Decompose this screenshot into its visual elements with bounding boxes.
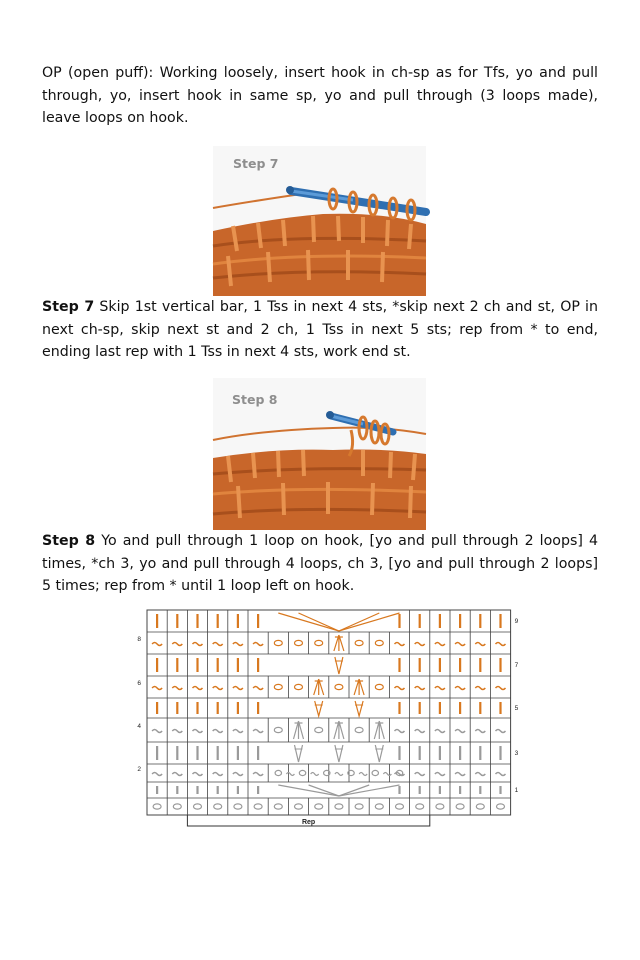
row-number-right: 3 [514, 750, 519, 757]
return-pass-symbol [455, 773, 465, 776]
chain-symbol [315, 804, 323, 809]
chain-symbol [274, 640, 282, 645]
return-pass-symbol [152, 730, 162, 733]
chain-symbol [295, 684, 303, 689]
row-number-left: 8 [137, 636, 141, 643]
chain-symbol [194, 804, 202, 809]
stitch-chart [130, 606, 519, 828]
step8-paragraph [42, 530, 598, 598]
row-number-right: 1 [514, 787, 519, 794]
return-pass-symbol [395, 643, 405, 646]
return-pass-symbol [496, 730, 506, 733]
return-pass-symbol [233, 643, 243, 646]
step7-heading: Step 7 [42, 299, 95, 315]
chain-symbol [436, 804, 444, 809]
chain-symbol [375, 640, 383, 645]
return-pass-symbol [213, 773, 223, 776]
row-number-right: 7 [514, 662, 519, 669]
return-pass-symbol [435, 730, 445, 733]
chain-symbol [315, 640, 323, 645]
return-pass-symbol [172, 687, 182, 690]
return-pass-symbol [496, 773, 506, 776]
return-pass-symbol [435, 773, 445, 776]
chain-symbol [355, 727, 363, 732]
return-pass-symbol [213, 687, 223, 690]
return-pass-symbol [172, 643, 182, 646]
return-pass-symbol [415, 730, 425, 733]
return-pass-symbol [435, 687, 445, 690]
chain-symbol [335, 804, 343, 809]
return-pass-symbol [435, 643, 445, 646]
fan-top-lines [278, 613, 399, 631]
return-pass-symbol [152, 687, 162, 690]
return-pass-symbol [475, 643, 485, 646]
step8-instructions: Yo and pull through 1 loop on hook, [yo and pull through 2 loops] 4 times, *ch 3, yo and pull through 4 loops, ch 3, [yo and pull through 2 loops] 5 times; rep from * until 1 loop left on hook. [42, 533, 598, 594]
return-pass-symbol [172, 773, 182, 776]
open-puff-symbol [315, 701, 323, 716]
return-pass-symbol [415, 687, 425, 690]
return-pass-symbol [233, 730, 243, 733]
return-pass-symbol [253, 687, 263, 690]
op-definition-paragraph: OP (open puff): Working loosely, insert hook in ch-sp as for Tfs, yo and pull through, yo, insert hook in same sp, yo and pull through (3 loops made), leave loops on hook. [42, 65, 598, 126]
return-pass-symbol [415, 643, 425, 646]
open-puff-symbol [355, 701, 363, 716]
chain-symbol [416, 804, 424, 809]
chain-symbol [476, 804, 484, 809]
chain-symbol [375, 684, 383, 689]
return-pass-symbol [213, 730, 223, 733]
return-pass-symbol [213, 643, 223, 646]
chain-symbol [355, 804, 363, 809]
puff-top-symbol [374, 721, 384, 739]
return-pass-symbol [152, 773, 162, 776]
puff-top-symbol [334, 721, 344, 739]
chain-link-symbol [359, 773, 367, 776]
return-pass-symbol [253, 773, 263, 776]
return-pass-symbol [233, 687, 243, 690]
chain-symbol [274, 684, 282, 689]
chain-symbol [299, 770, 305, 775]
chain-symbol [274, 804, 282, 809]
fan-bottom-lines [278, 785, 399, 796]
row-number-left: 2 [137, 766, 141, 773]
chain-symbol [372, 770, 378, 775]
row-number-left: 4 [137, 723, 141, 730]
step7-paragraph [42, 296, 598, 364]
chain-symbol [295, 804, 303, 809]
chain-symbol [275, 770, 281, 775]
return-pass-symbol [253, 730, 263, 733]
chain-symbol [295, 640, 303, 645]
return-pass-symbol [475, 773, 485, 776]
rep-label: Rep [301, 819, 316, 826]
return-pass-symbol [193, 730, 203, 733]
return-pass-symbol [395, 730, 405, 733]
puff-top-symbol [294, 721, 304, 739]
chain-symbol [214, 804, 222, 809]
return-pass-symbol [233, 773, 243, 776]
chain-symbol [355, 640, 363, 645]
fan-bottom-inner-lines [309, 785, 370, 796]
return-pass-symbol [455, 687, 465, 690]
chain-symbol [396, 804, 404, 809]
stitch-chart-row-labels [137, 618, 518, 826]
open-puff-symbol [335, 657, 343, 674]
return-pass-symbol [193, 773, 203, 776]
step8-heading: Step 8 [42, 533, 96, 549]
return-pass-symbol [455, 730, 465, 733]
open-puff-symbol [335, 745, 343, 762]
return-pass-symbol [193, 643, 203, 646]
chain-symbol [456, 804, 464, 809]
chain-symbol [274, 727, 282, 732]
chain-symbol [315, 727, 323, 732]
stitch-chart-grid [147, 610, 511, 815]
chain-symbol [153, 804, 161, 809]
return-pass-symbol [496, 643, 506, 646]
chain-symbol [335, 684, 343, 689]
step8-photo-label: Step 8 [232, 392, 278, 407]
row-number-right: 5 [514, 705, 519, 712]
return-pass-symbol [152, 643, 162, 646]
step7-photo [213, 146, 426, 296]
row-number-right: 9 [514, 618, 519, 625]
step8-photo [213, 378, 426, 530]
open-puff-symbol [375, 745, 383, 762]
chain-symbol [497, 804, 505, 809]
chain-link-symbol [335, 773, 343, 776]
return-pass-symbol [193, 687, 203, 690]
return-pass-symbol [455, 643, 465, 646]
row-number-left: 6 [137, 680, 141, 687]
chain-symbol [254, 804, 262, 809]
return-pass-symbol [253, 643, 263, 646]
chain-symbol [375, 804, 383, 809]
chain-symbol [173, 804, 181, 809]
open-puff-symbol [295, 745, 303, 762]
return-pass-symbol [496, 687, 506, 690]
step7-photo-label: Step 7 [233, 156, 279, 171]
return-pass-symbol [415, 773, 425, 776]
return-pass-symbol [475, 730, 485, 733]
chain-link-symbol [286, 773, 294, 776]
return-pass-symbol [475, 687, 485, 690]
step7-instructions: Skip 1st vertical bar, 1 Tss in next 4 sts, *skip next 2 ch and st, OP in next ch-sp, skip next st and 2 ch, 1 Tss in next 5 sts; rep from * to end, ending last rep with 1 Tss in next 4 sts, work end st. [42, 299, 598, 360]
chain-link-symbol [383, 773, 391, 776]
return-pass-symbol [172, 730, 182, 733]
chain-symbol [234, 804, 242, 809]
return-pass-symbol [395, 687, 405, 690]
chain-link-symbol [311, 773, 319, 776]
